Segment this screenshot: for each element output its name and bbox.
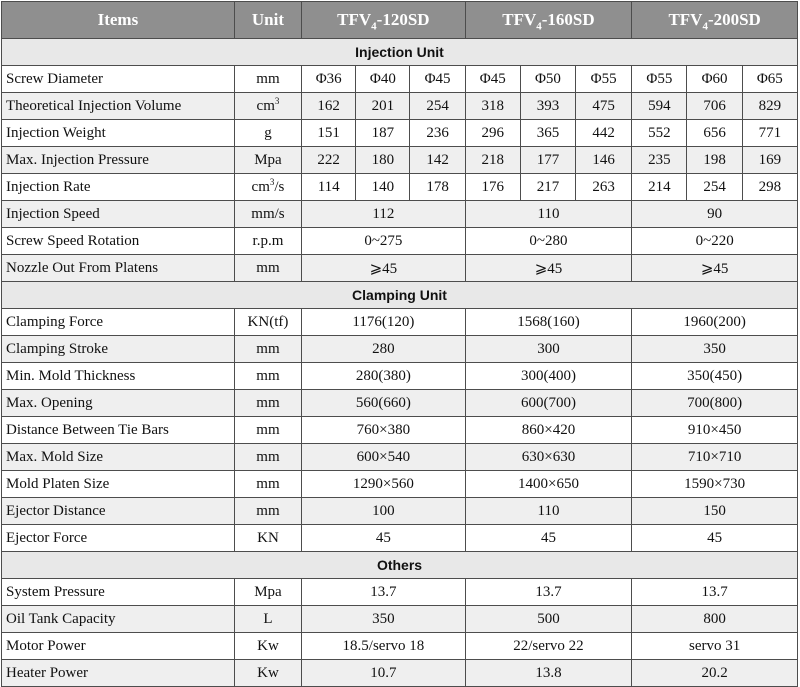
item-label: Oil Tank Capacity [2,606,235,633]
value-cell: 600(700) [465,390,632,417]
value-cell: 298 [742,174,797,201]
unit-cell: $cm^3$ [234,93,301,120]
value-cell: 300(400) [465,363,632,390]
value-cell: 90 [632,201,798,228]
value-cell: 187 [356,120,410,147]
value-cell: 263 [576,174,632,201]
value-cell: 280 [302,336,466,363]
value-cell: ⩾45 [302,255,466,282]
section-title-clamping: Clamping Unit [2,282,798,309]
value-cell: 45 [465,525,632,552]
table-row [2,66,798,93]
value-cell: 178 [410,174,465,201]
item-label: Screw Diameter [2,66,235,93]
unit-cell: mm [234,498,301,525]
unit-cell: $cm^3/s$ [234,174,301,201]
value-cell: 300 [465,336,632,363]
table-row [2,660,798,687]
item-label: System Pressure [2,579,235,606]
item-label: Max. Injection Pressure [2,147,235,174]
value-cell: 140 [356,174,410,201]
value-cell: 146 [576,147,632,174]
value-cell: 594 [632,93,687,120]
item-label: Max. Mold Size [2,444,235,471]
value-cell: Φ55 [576,66,632,93]
unit-cell: KN(tf) [234,309,301,336]
header-row [2,2,798,39]
value-cell: 1290×560 [302,471,466,498]
item-label: Injection Rate [2,174,235,201]
value-cell: 201 [356,93,410,120]
unit-cell: mm/s [234,201,301,228]
value-cell: 100 [302,498,466,525]
table-row [2,579,798,606]
value-cell: 169 [742,147,797,174]
value-cell: Φ45 [410,66,465,93]
item-label: Ejector Force [2,525,235,552]
model-header-200: $TFV_4-200SD$ [632,2,798,39]
unit-cell: mm [234,336,301,363]
value-cell: 112 [302,201,466,228]
value-cell: 318 [465,93,520,120]
table-row [2,336,798,363]
unit-cell: g [234,120,301,147]
section-row-clamping [2,282,798,309]
value-cell: Φ60 [687,66,742,93]
value-cell: 0~220 [632,228,798,255]
value-cell: 254 [687,174,742,201]
value-cell: 1590×730 [632,471,798,498]
value-cell: 114 [302,174,356,201]
model-header-120: $TFV_4-120SD$ [302,2,466,39]
value-cell: servo 31 [632,633,798,660]
value-cell: 656 [687,120,742,147]
value-cell: Φ40 [356,66,410,93]
value-cell: 13.7 [632,579,798,606]
value-cell: 771 [742,120,797,147]
value-cell: 760×380 [302,417,466,444]
table-row [2,498,798,525]
value-cell: 110 [465,201,632,228]
value-cell: ⩾45 [465,255,632,282]
unit-cell: L [234,606,301,633]
value-cell: 280(380) [302,363,466,390]
value-cell: 198 [687,147,742,174]
value-cell: 13.7 [302,579,466,606]
value-cell: 350(450) [632,363,798,390]
item-label: Motor Power [2,633,235,660]
value-cell: 45 [302,525,466,552]
spec-table [1,1,798,687]
unit-cell: mm [234,471,301,498]
value-cell: 500 [465,606,632,633]
item-label: Heater Power [2,660,235,687]
value-cell: 296 [465,120,520,147]
value-cell: Φ65 [742,66,797,93]
unit-cell: Mpa [234,579,301,606]
value-cell: 45 [632,525,798,552]
item-label: Min. Mold Thickness [2,363,235,390]
unit-header: Unit [234,2,301,39]
model-header-160: $TFV_4-160SD$ [465,2,632,39]
value-cell: 800 [632,606,798,633]
item-label: Injection Speed [2,201,235,228]
value-cell: 218 [465,147,520,174]
value-cell: 254 [410,93,465,120]
section-row-injection [2,39,798,66]
item-label: Nozzle Out From Platens [2,255,235,282]
value-cell: 177 [520,147,575,174]
table-row [2,471,798,498]
value-cell: 110 [465,498,632,525]
table-row [2,174,798,201]
item-label: Screw Speed Rotation [2,228,235,255]
table-row [2,525,798,552]
item-label: Clamping Force [2,309,235,336]
value-cell: 829 [742,93,797,120]
item-label: Theoretical Injection Volume [2,93,235,120]
value-cell: Φ55 [632,66,687,93]
unit-cell: mm [234,444,301,471]
value-cell: Φ45 [465,66,520,93]
value-cell: 350 [632,336,798,363]
table-row [2,93,798,120]
section-title-injection: Injection Unit [2,39,798,66]
unit-cell: r.p.m [234,228,301,255]
value-cell: 151 [302,120,356,147]
unit-cell: mm [234,417,301,444]
unit-cell: Mpa [234,147,301,174]
value-cell: 1400×650 [465,471,632,498]
unit-cell: Kw [234,660,301,687]
table-row [2,417,798,444]
value-cell: 552 [632,120,687,147]
value-cell: 710×710 [632,444,798,471]
value-cell: 222 [302,147,356,174]
table-row [2,147,798,174]
value-cell: 600×540 [302,444,466,471]
value-cell: Φ36 [302,66,356,93]
item-label: Distance Between Tie Bars [2,417,235,444]
value-cell: 393 [520,93,575,120]
value-cell: 860×420 [465,417,632,444]
value-cell: 176 [465,174,520,201]
value-cell: 560(660) [302,390,466,417]
value-cell: 350 [302,606,466,633]
value-cell: 142 [410,147,465,174]
table-row [2,201,798,228]
value-cell: 0~275 [302,228,466,255]
table-row [2,255,798,282]
item-label: Ejector Distance [2,498,235,525]
value-cell: 20.2 [632,660,798,687]
value-cell: 1960(200) [632,309,798,336]
value-cell: 442 [576,120,632,147]
value-cell: 162 [302,93,356,120]
table-row [2,633,798,660]
unit-cell: mm [234,255,301,282]
section-title-others: Others [2,552,798,579]
value-cell: 13.7 [465,579,632,606]
unit-cell: mm [234,390,301,417]
value-cell: 475 [576,93,632,120]
item-label: Max. Opening [2,390,235,417]
item-label: Clamping Stroke [2,336,235,363]
value-cell: 13.8 [465,660,632,687]
table-row [2,606,798,633]
unit-cell: mm [234,363,301,390]
table-row [2,228,798,255]
item-label: Mold Platen Size [2,471,235,498]
items-header: Items [2,2,235,39]
unit-cell: Kw [234,633,301,660]
value-cell: 630×630 [465,444,632,471]
value-cell: ⩾45 [632,255,798,282]
unit-cell: mm [234,66,301,93]
value-cell: 236 [410,120,465,147]
table-row [2,390,798,417]
section-row-others [2,552,798,579]
value-cell: 150 [632,498,798,525]
value-cell: 22/servo 22 [465,633,632,660]
value-cell: 1568(160) [465,309,632,336]
value-cell: 235 [632,147,687,174]
value-cell: 706 [687,93,742,120]
value-cell: 217 [520,174,575,201]
value-cell: Φ50 [520,66,575,93]
value-cell: 700(800) [632,390,798,417]
value-cell: 18.5/servo 18 [302,633,466,660]
table-row [2,444,798,471]
value-cell: 365 [520,120,575,147]
unit-cell: KN [234,525,301,552]
value-cell: 10.7 [302,660,466,687]
table-row [2,120,798,147]
value-cell: 180 [356,147,410,174]
table-row [2,363,798,390]
value-cell: 214 [632,174,687,201]
value-cell: 1176(120) [302,309,466,336]
value-cell: 0~280 [465,228,632,255]
value-cell: 910×450 [632,417,798,444]
table-row [2,309,798,336]
item-label: Injection Weight [2,120,235,147]
